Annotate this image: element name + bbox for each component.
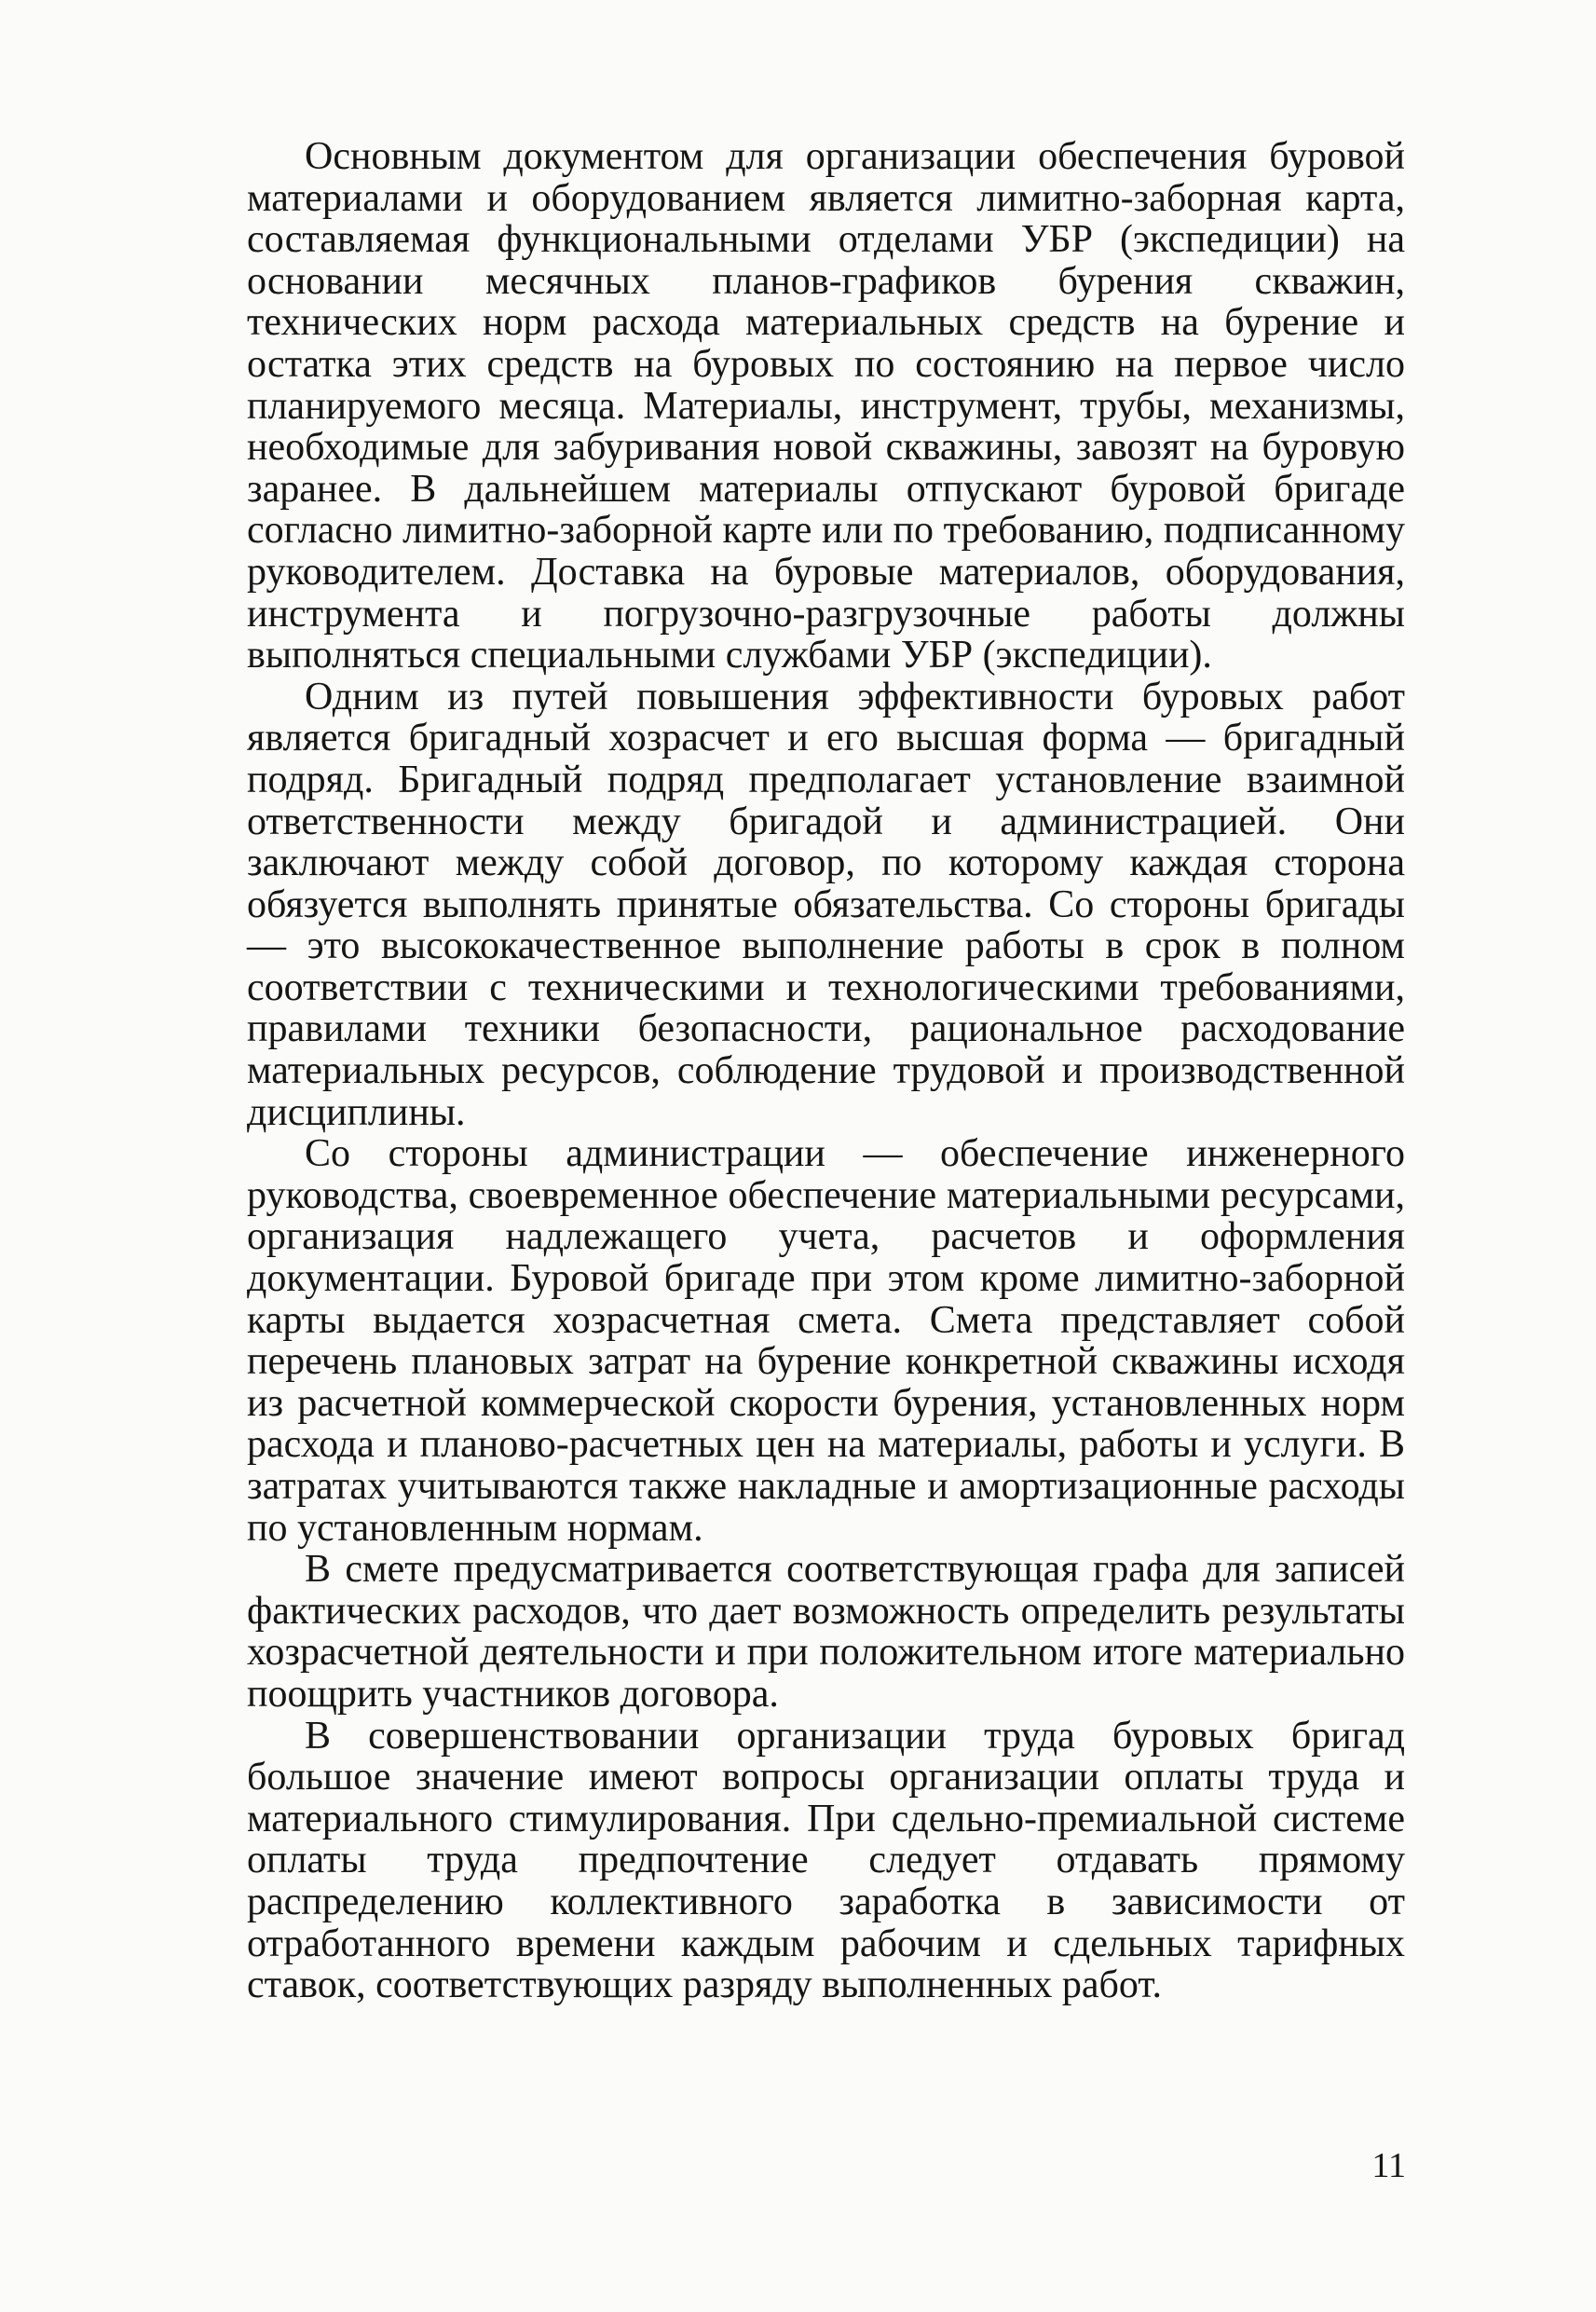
body-text [247, 136, 1405, 2006]
paragraph-estimate-column: В смете предусматривается соответствующая графа для записей фактических расходов, что дает возможность определить результаты хозрасчетной деятельности и при положительном итоге материально поощрить участников договора. [247, 1548, 1405, 1716]
paragraph-brigade-contract: Одним из путей повышения эффективности буровых работ является бригадный хозрасчет и его высшая форма — бригадный подряд. Бригадный подряд предполагает установление взаимной ответственности между бригадой и администрацией. Они заключают между собой договор, по которому каждая сторона обязуется выполнять принятые обязательства. Со стороны бригады — это высококачественное выполнение работы в срок в полном соответствии с техническими и технологическими требованиями, правилами техники безопасности, рациональное расходование материальных ресурсов, соблюдение трудовой и производственной дисциплины. [247, 675, 1405, 1134]
paragraph-limit-card: Основным документом для организации обеспечения буровой материалами и оборудованием является лимитно-заборная карта, составляемая функциональными отделами УБР (экспедиции) на основании месячных планов-графиков бурения скважин, технических норм расхода материальных средств на бурение и остатка этих средств на буровых по состоянию на первое число планируемого месяца. Материалы, инструмент, трубы, механизмы, необходимые для забуривания новой скважины, завозят на буровую заранее. В дальнейшем материалы отпускают буровой бригаде согласно лимитно-заборной карте или по требованию, подписанному руководителем. Доставка на буровые материалов, оборудования, инструмента и погрузочно-разгрузочные работы должны выполняться специальными службами УБР (экспедиции). [247, 135, 1405, 677]
paragraph-labor-payment: В совершенствовании организации труда буровых бригад большое значение имеют вопросы организации оплаты труда и материального стимулирования. При сдельно-премиальной системе оплаты труда предпочтение следует отдавать прямому распределению коллективного заработка в зависимости от отработанного времени каждым рабочим и сдельных тарифных ставок, соответствующих разряду выполненных работ. [247, 1714, 1405, 2007]
page-number: 11 [1371, 2146, 1406, 2185]
paragraph-administration-duties: Со стороны администрации — обеспечение инженерного руководства, своевременное обеспечение материальными ресурсами, организация надлежащего учета, расчетов и оформления документации. Буровой бригаде при этом кроме лимитно-заборной карты выдается хозрасчетная смета. Смета представляет собой перечень плановых затрат на бурение конкретной скважины исходя из расчетной коммерческой скорости бурения, установленных норм расхода и планово-расчетных цен на материалы, работы и услуги. В затратах учитываются также накладные и амортизационные расходы по установленным нормам. [247, 1132, 1405, 1550]
